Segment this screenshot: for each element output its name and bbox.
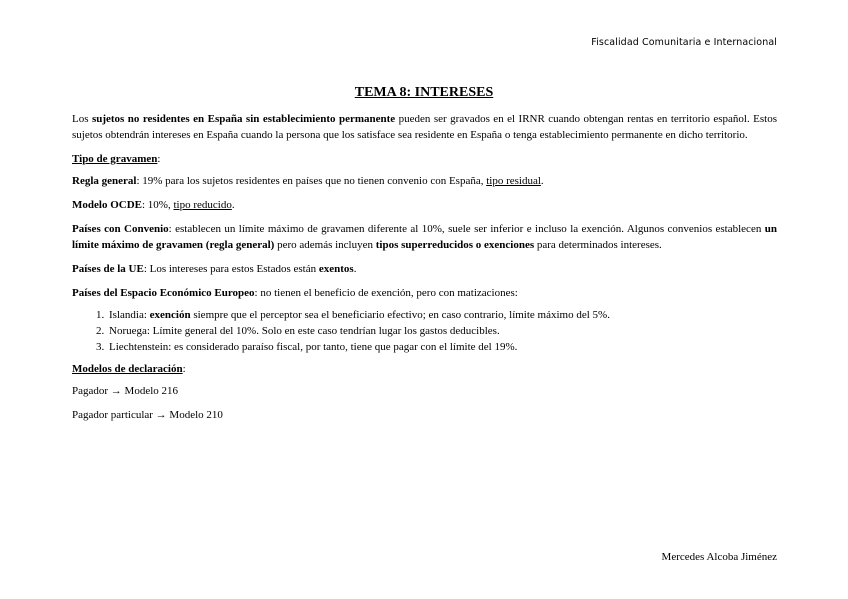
list-item-noruega xyxy=(107,323,777,339)
paises-ue-text: : Los intereses para estos Estados están xyxy=(143,263,319,275)
page-title: TEMA 8: INTERESES xyxy=(354,85,494,100)
modelo-ocde-end: . xyxy=(231,199,235,211)
paises-convenio-text-2: pero además incluyen xyxy=(274,239,376,251)
paises-eee-text: : no tienen el beneficio de exención, pero con matizaciones: xyxy=(254,287,518,299)
modelo-ocde-text: : 10%, xyxy=(141,199,174,211)
regla-general-end: . xyxy=(540,175,544,187)
tipo-reducido-underlined: tipo reducido xyxy=(173,199,232,211)
list-item-liechtenstein xyxy=(107,339,777,355)
modelo-ocde-label: Modelo OCDE xyxy=(72,199,142,211)
pagador-particular-line: Pagador particular → Modelo 210 xyxy=(72,409,223,421)
noruega-text: Noruega: Límite general del 10%. Solo en este caso tendrían lugar los gastos deducibles. xyxy=(109,325,500,337)
eee-country-list xyxy=(72,307,777,355)
islandia-text-1: Islandia: xyxy=(109,309,150,321)
paises-eee-label: Países del Espacio Económico Europeo xyxy=(72,287,255,299)
regla-general-paragraph xyxy=(72,173,777,189)
paises-ue-exentos: exentos xyxy=(318,263,354,275)
paises-convenio-bold-2: tipos superreducidos o exenciones xyxy=(375,239,535,251)
intro-paragraph xyxy=(72,111,777,143)
pagador-line: Pagador → Modelo 216 xyxy=(72,385,179,397)
paises-convenio-paragraph xyxy=(72,221,777,253)
paises-convenio-label: Países con Convenio xyxy=(72,223,169,235)
islandia-text-2: siempre que el perceptor sea el beneficiario efectivo; en caso contrario, límite máximo del 5%. xyxy=(190,309,610,321)
regla-general-text: : 19% para los sujetos residentes en países que no tienen convenio con España, xyxy=(136,175,487,187)
list-item-islandia xyxy=(107,307,777,323)
running-header: Fiscalidad Comunitaria e Internacional xyxy=(591,37,777,48)
modelos-colon: : xyxy=(182,363,186,375)
tipo-gravamen-colon: : xyxy=(157,153,161,165)
modelos-heading xyxy=(72,361,777,377)
liechtenstein-text: Liechtenstein: es considerado paraíso fiscal, por tanto, tiene que pagar con el límite del 19%. xyxy=(109,341,518,353)
modelos-label: Modelos de declaración xyxy=(72,363,183,375)
document-body xyxy=(72,111,777,431)
footer-author: Mercedes Alcoba Jiménez xyxy=(661,551,777,563)
modelo-ocde-paragraph xyxy=(72,197,777,213)
intro-text-2: pueden ser gravados en el IRNR cuando obtengan rentas en territorio español. Estos sujetos obtendrán intereses en España cuando la persona que los satisface sea residente en España o tenga establecimiento permanente en dicho territorio. xyxy=(72,113,778,141)
regla-general-label: Regla general xyxy=(72,175,137,187)
paises-ue-end: . xyxy=(353,263,357,275)
intro-bold-subject: sujetos no residentes en España sin establecimiento permanente xyxy=(91,113,396,125)
tipo-gravamen-heading xyxy=(72,151,777,167)
tipo-residual-underlined: tipo residual xyxy=(486,175,541,187)
paises-eee-paragraph xyxy=(72,285,777,301)
paises-convenio-bold-1: un límite máximo de gravamen (regla general) xyxy=(72,223,777,251)
tipo-gravamen-label: Tipo de gravamen xyxy=(72,153,158,165)
paises-convenio-text-1: : establecen un límite máximo de gravamen diferente al 10%, suele ser inferior e incluso la exención. Algunos convenios establecen xyxy=(168,223,765,235)
islandia-exencion: exención xyxy=(149,309,191,321)
intro-text-1: Los xyxy=(72,113,92,125)
paises-convenio-text-3: para determinados intereses. xyxy=(534,239,662,251)
paises-ue-label: Países de la UE xyxy=(72,263,144,275)
paises-ue-paragraph xyxy=(72,261,777,277)
